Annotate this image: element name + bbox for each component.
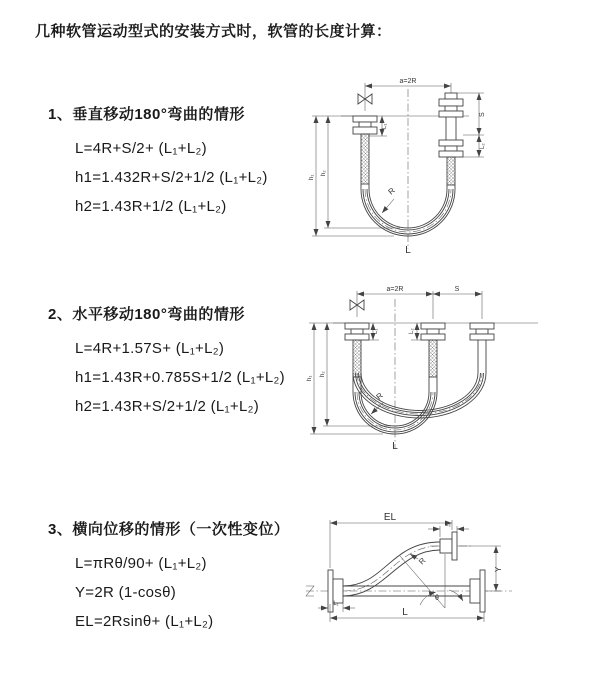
middle-flange-stack	[421, 323, 445, 377]
radius-label: R	[374, 390, 385, 402]
formula-line: EL=2Rsinθ+ (L₁+L₂)	[75, 613, 214, 630]
hose-u-bend-position-2	[353, 373, 486, 418]
section-lateral-displacement	[48, 518, 289, 636]
length-label: L	[392, 441, 398, 452]
dim-label-s: S	[454, 286, 460, 293]
dim-label-a2r: a=2R	[386, 286, 404, 293]
formula-line: L=4R+1.57S+ (L₁+L₂)	[75, 340, 225, 357]
length-label: L	[405, 245, 411, 256]
formula-line: h1=1.43R+0.785S+1/2 (L₁+L₂)	[75, 369, 285, 386]
dim-label-l1: L₁	[382, 123, 388, 129]
length-label: L	[402, 607, 408, 618]
braided-hose-section	[429, 340, 437, 377]
radius-label: R	[386, 185, 397, 197]
section-2-heading: 2、水平移动180°弯曲的情形	[48, 306, 245, 323]
page-title: 几种软管运动型式的安装方式时，软管的长度计算：	[35, 23, 392, 40]
dim-label-h2: h₂	[321, 170, 327, 176]
diagram-horizontal-180-bend	[303, 281, 588, 459]
dim-label-l1: L₁	[333, 601, 339, 607]
angle-construction	[400, 554, 463, 608]
dimension-lines	[318, 523, 496, 618]
formula-line: L=4R+S/2+ (L₁+L₂)	[75, 140, 207, 157]
dim-label-el: EL	[383, 512, 397, 523]
formula-line: L=πRθ/90+ (L₁+L₂)	[75, 555, 207, 572]
s-curve-hose	[343, 542, 440, 596]
left-flange-stack	[345, 323, 369, 377]
section-3-heading: 3、横向位移的情形（一次性变位）	[48, 521, 290, 538]
dim-label-h1: h₁	[307, 375, 313, 381]
dim-label-y: Y	[494, 566, 503, 572]
formula-line: h1=1.432R+S/2+1/2 (L₁+L₂)	[75, 169, 268, 186]
right-flange	[470, 570, 485, 612]
dim-label-h2: h₂	[320, 371, 326, 377]
dim-label-l2: L₂	[409, 328, 415, 334]
angle-label-theta: θ	[435, 595, 439, 602]
radius-label: R	[417, 555, 428, 567]
braided-hose-section	[353, 340, 361, 377]
braided-hose-section	[361, 134, 369, 184]
diagram-vertical-180-bend	[306, 73, 558, 259]
upper-flange	[440, 532, 457, 560]
right-flange-stack	[470, 323, 494, 373]
dim-label-l2: L₂	[445, 522, 451, 528]
section-vertical-movement	[48, 103, 268, 221]
formula-line: h2=1.43R+1/2 (L₁+L₂)	[75, 198, 227, 215]
dim-label-l1: L₁	[373, 328, 379, 334]
diagram-lateral-displacement	[300, 506, 600, 641]
dim-label-h1: h₁	[309, 174, 315, 180]
section-1-heading: 1、垂直移动180°弯曲的情形	[48, 106, 245, 123]
dim-label-l2: L₂	[480, 143, 486, 149]
right-flange-stack	[439, 93, 463, 185]
section-horizontal-movement	[48, 303, 285, 421]
left-flange-stack	[353, 116, 377, 184]
dim-label-s: S	[479, 112, 486, 117]
dim-label-a2r: a=2R	[399, 78, 417, 85]
extension-lines	[330, 520, 501, 622]
braided-hose-section	[447, 157, 455, 185]
formula-line: Y=2R (1-cosθ)	[75, 584, 177, 601]
formula-line: h2=1.43R+S/2+1/2 (L₁+L₂)	[75, 398, 260, 415]
